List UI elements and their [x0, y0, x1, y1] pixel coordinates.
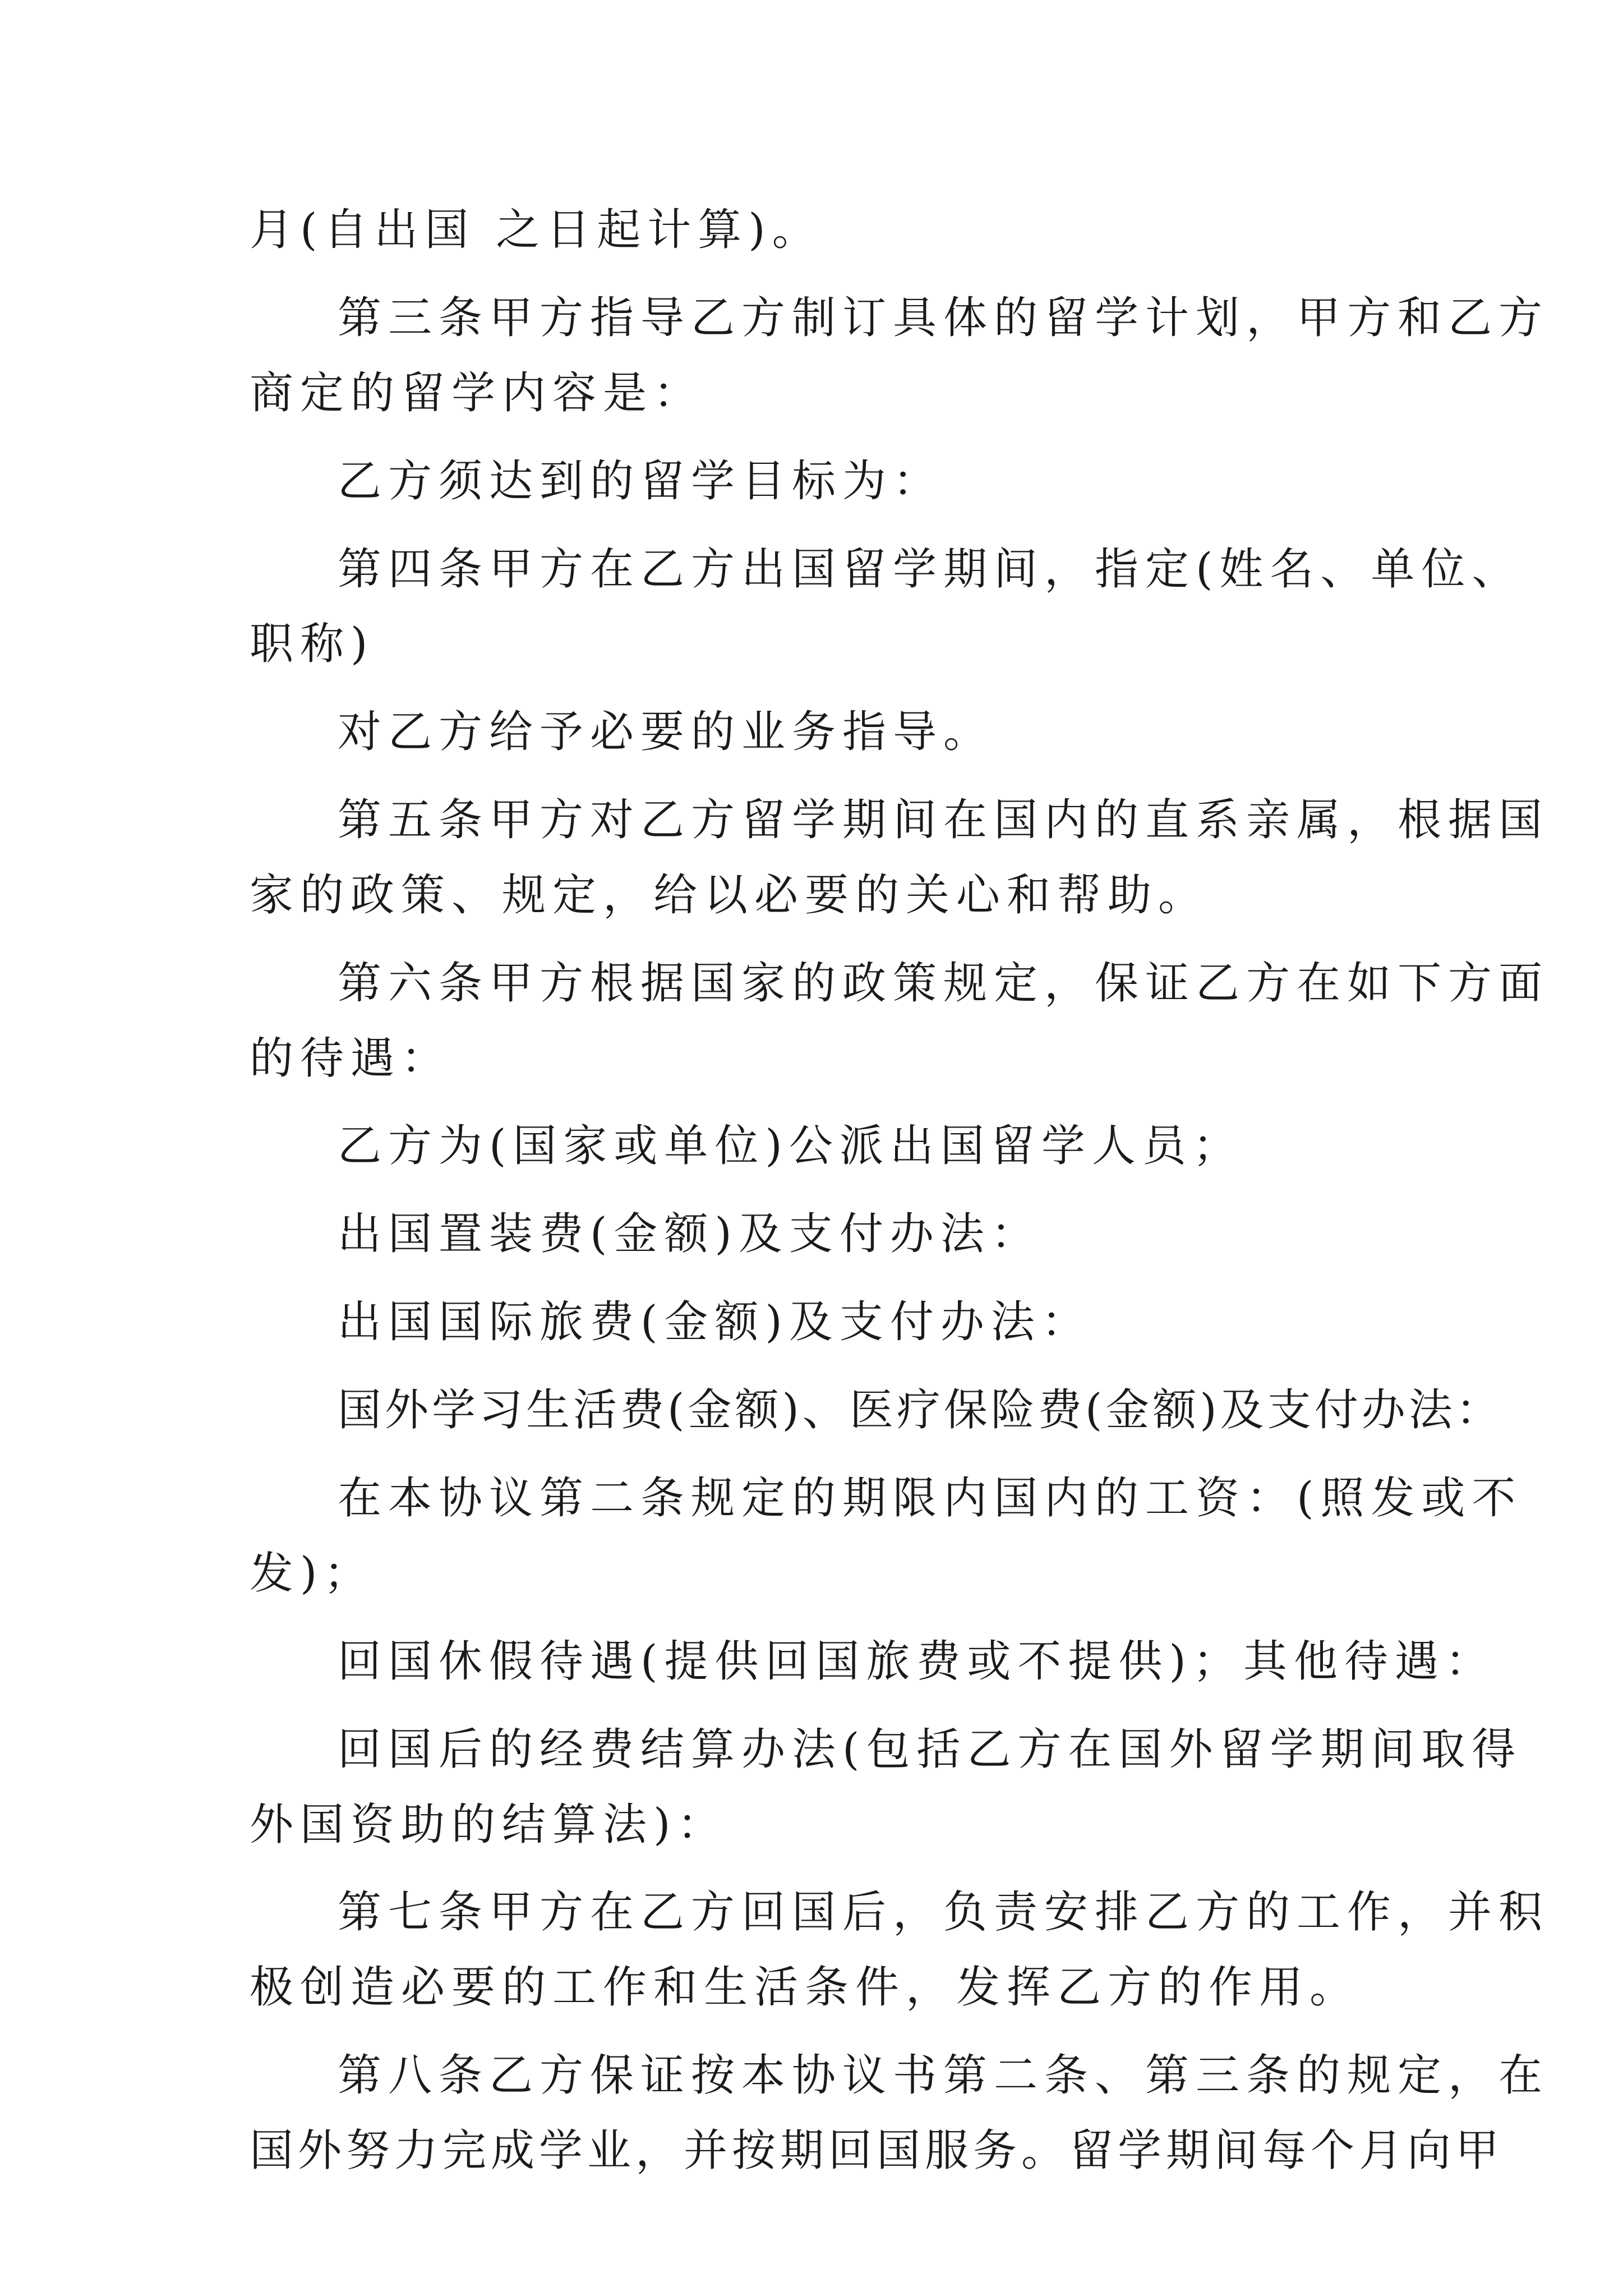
text-line: 第七条甲方在乙方回国后，负责安排乙方的工作，并积 [338, 1887, 1550, 1938]
text-line: 家的政策、规定，给以必要的关心和帮助。 [250, 870, 1209, 921]
text-line: 第八条乙方保证按本协议书第二条、第三条的规定，在 [338, 2050, 1550, 2101]
text-line: 国外学习生活费(金额)、医疗保险费(金额)及支付办法： [338, 1385, 1503, 1435]
text-line: 回国后的经费结算办法(包括乙方在国外留学期间取得 [338, 1724, 1523, 1775]
text-line: 极创造必要的工作和生活条件，发挥乙方的作用。 [250, 1962, 1361, 2013]
text-line: 商定的留学内容是： [250, 368, 704, 418]
text-line: 发)； [250, 1548, 375, 1599]
text-line: 在本协议第二条规定的期限内国内的工资：(照发或不 [338, 1473, 1523, 1524]
text-line: 第四条甲方在乙方出国留学期间，指定(姓名、单位、 [338, 544, 1523, 595]
text-line: 第五条甲方对乙方留学期间在国内的直系亲属，根据国 [338, 795, 1550, 845]
text-line: 乙方须达到的留学目标为： [338, 456, 944, 507]
text-line: 回国休假待遇(提供回国旅费或不提供)；其他待遇： [338, 1636, 1496, 1687]
text-line: 出国置装费(金额)及支付办法： [338, 1209, 1041, 1259]
text-line: 对乙方给予必要的业务指导。 [338, 707, 994, 757]
text-line: 月(自出国 之日起计算)。 [250, 205, 823, 255]
text-line: 乙方为(国家或单位)公派出国留学人员； [338, 1121, 1243, 1171]
text-line: 第三条甲方指导乙方制订具体的留学计划，甲方和乙方 [338, 293, 1550, 343]
text-line: 的待遇： [250, 1033, 452, 1084]
text-line: 第六条甲方根据国家的政策规定，保证乙方在如下方面 [338, 958, 1550, 1009]
text-line: 职称) [250, 619, 375, 669]
text-line: 外国资助的结算法)： [250, 1800, 728, 1850]
text-line: 国外努力完成学业，并按期回国服务。留学期间每个月向甲 [250, 2125, 1504, 2176]
text-line: 出国国际旅费(金额)及支付办法： [338, 1297, 1092, 1347]
